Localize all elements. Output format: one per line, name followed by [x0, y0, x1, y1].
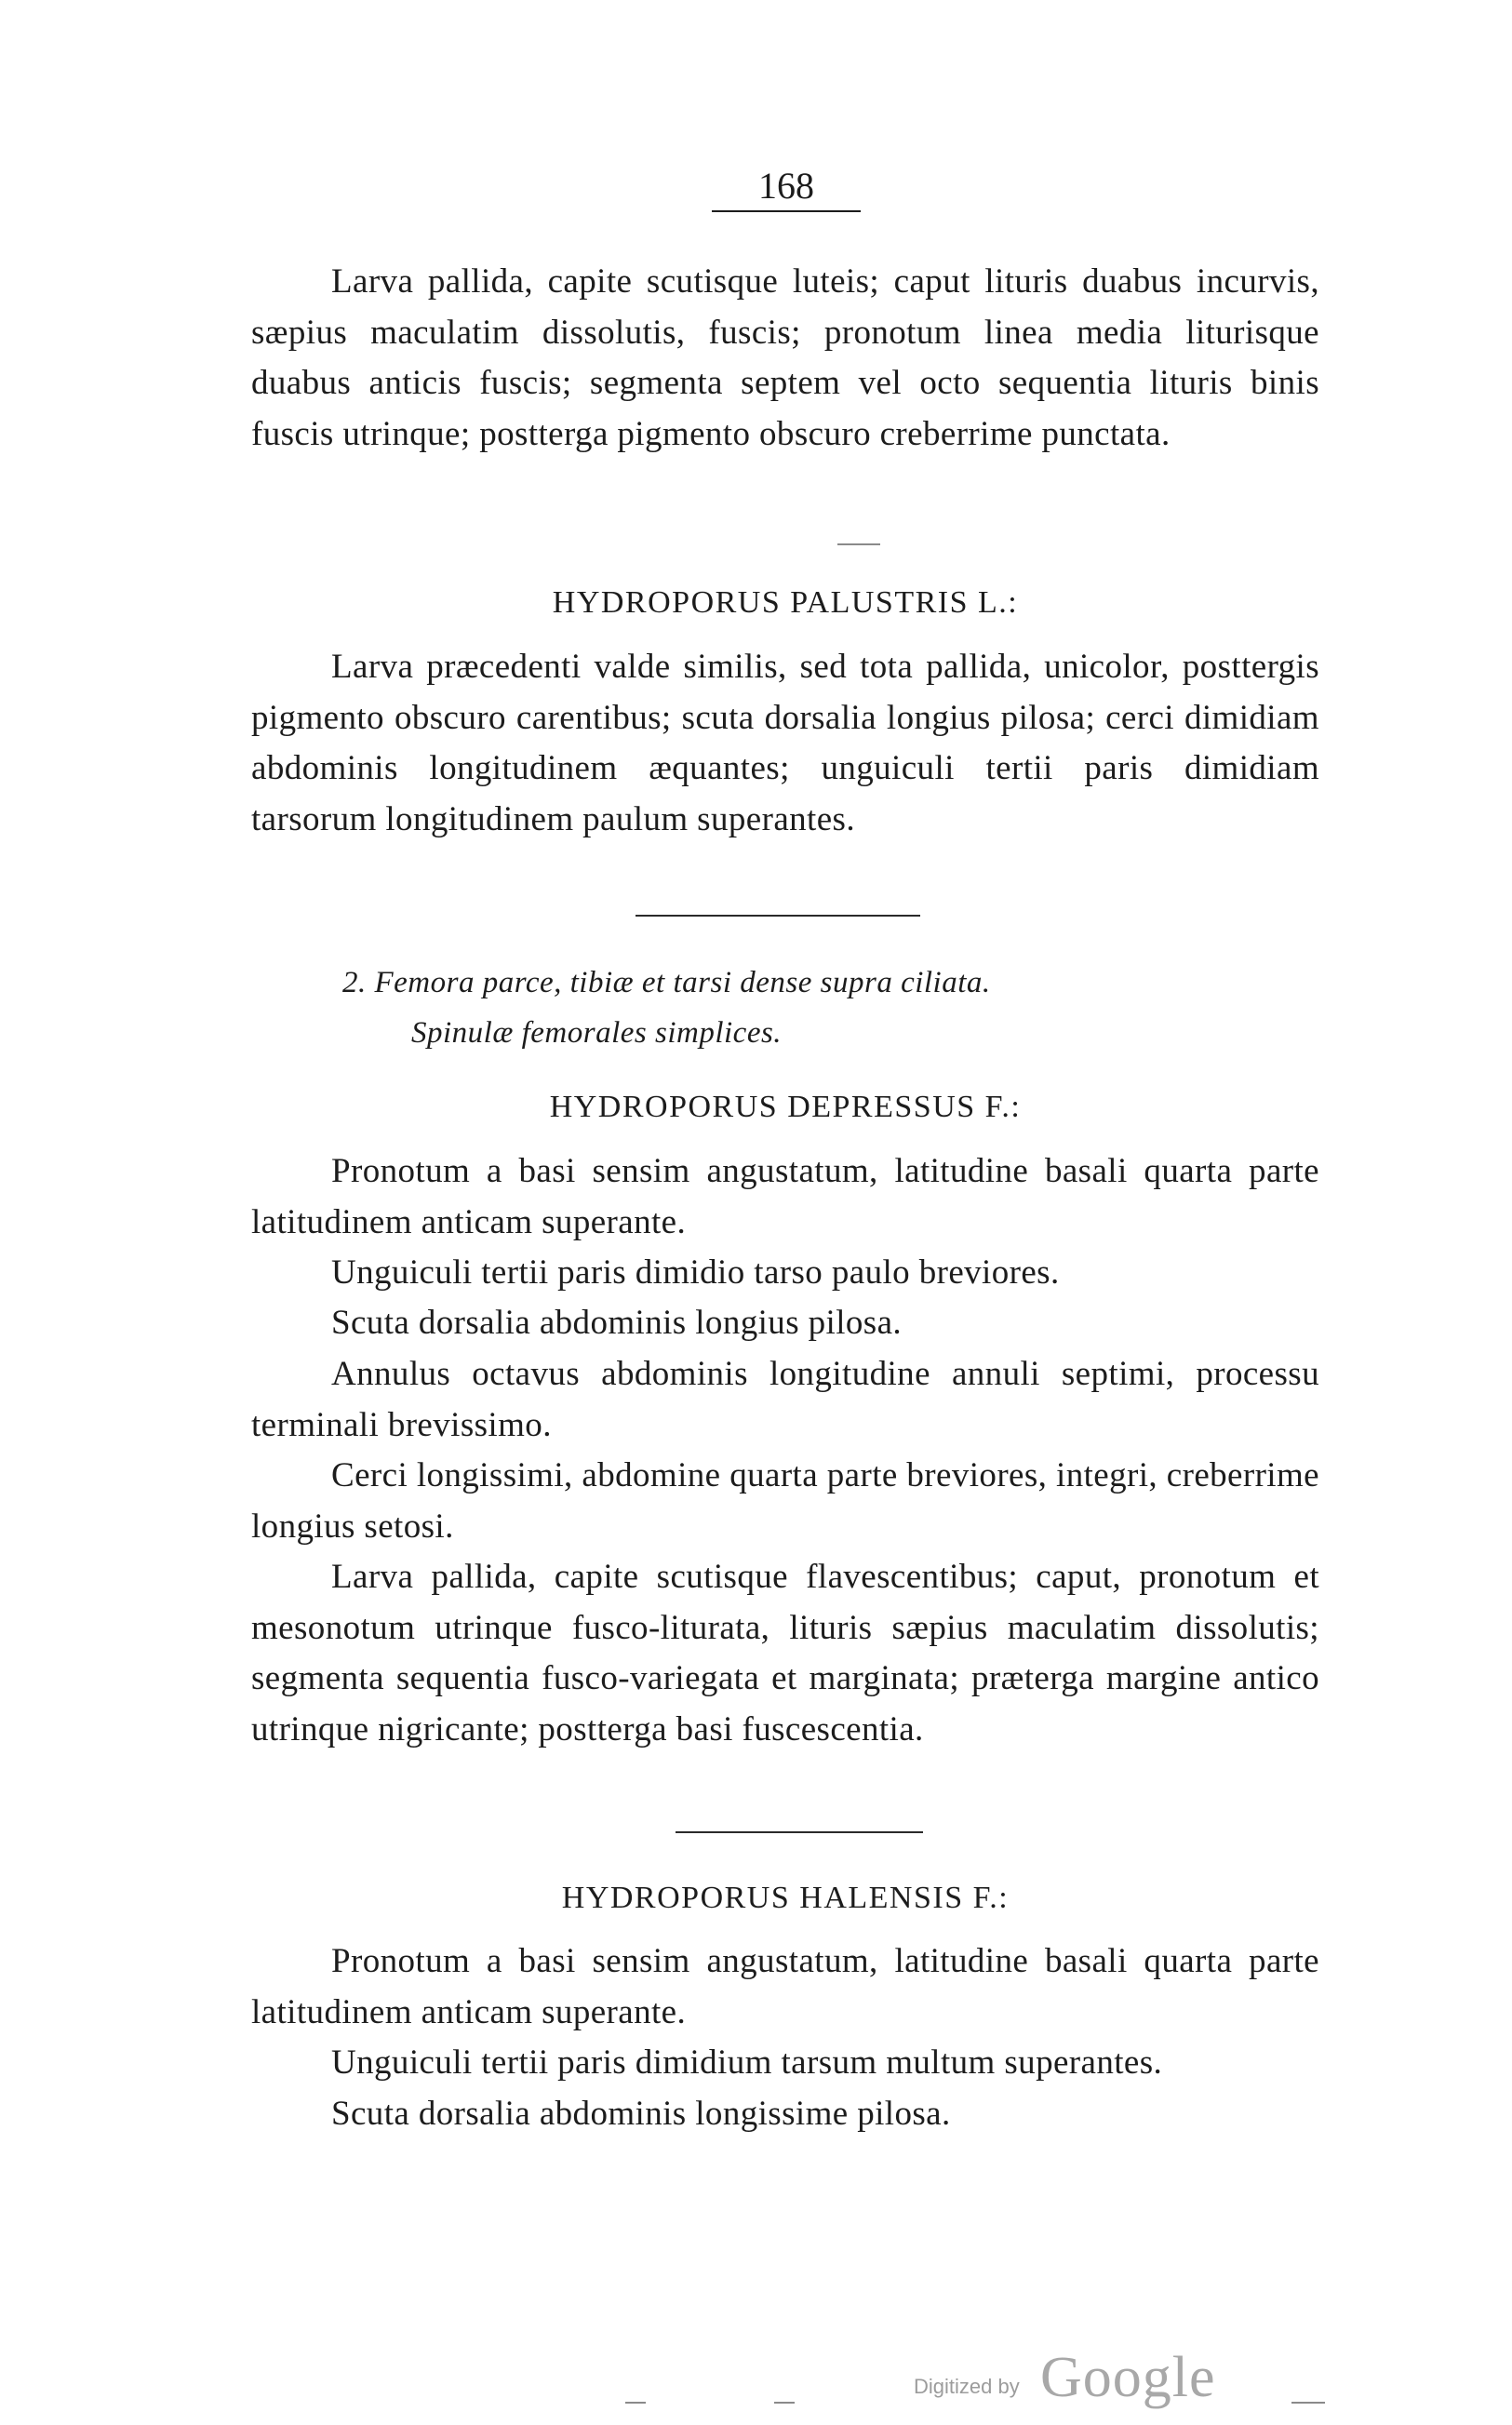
heading-hydroporus-halensis: HYDROPORUS HALENSIS F.: [561, 1881, 1010, 1915]
page-number: 168 [712, 164, 861, 212]
section-2-subtitle: Spinulæ femorales simplices. [411, 1016, 783, 1050]
scan-mark [774, 2402, 795, 2404]
heading-hydroporus-palustris: HYDROPORUS PALUSTRIS L.: [552, 585, 1019, 620]
google-logo: Google [1040, 2346, 1216, 2409]
paragraph-halensis-pronotum: Pronotum a basi sensim angustatum, latitudine basali quarta parte latitudinem anticam superante. [251, 1942, 1319, 2031]
paragraph-palustris: Larva præcedenti valde similis, sed tota pallida, unicolor, posttergis pigmento obscuro carentibus; scuta dorsalia longius pilosa; cerci dimidiam abdominis longitudinem æquantes; unguiculi tertii paris dimidiam tarsorum longitudinem paulum superantes. [251, 648, 1319, 838]
digitized-by-label: Digitized by [914, 2375, 1020, 2398]
scan-mark [1291, 2402, 1325, 2404]
section-divider-2 [676, 1831, 923, 1833]
paragraph-depressus-pronotum: Pronotum a basi sensim angustatum, latitudine basali quarta parte latitudinem anticam superante. [251, 1152, 1319, 1241]
paragraph-depressus-cerci: Cerci longissimi, abdomine quarta parte breviores, integri, creberrime longius setosi. [251, 1456, 1319, 1546]
section-2-title: 2. Femora parce, tibiæ et tarsi dense supra ciliata. [342, 966, 991, 999]
paragraph-larva-description: Larva pallida, capite scutisque luteis; caput lituris duabus incurvis, sæpius maculatim dissolutis, fuscis; pronotum linea media liturisque duabus anticis fuscis; segmenta septem vel octo sequentia lituris binis fuscis utrinque; postterga pigmento obscuro creberrime punctata. [251, 262, 1319, 453]
scan-mark [625, 2402, 646, 2404]
paragraph-depressus-scuta: Scuta dorsalia abdominis longius pilosa. [331, 1304, 903, 1342]
paragraph-depressus-annulus: Annulus octavus abdominis longitudine annuli septimi, processu terminali brevissimo. [251, 1355, 1319, 1444]
heading-hydroporus-depressus: HYDROPORUS DEPRESSUS F.: [549, 1090, 1022, 1124]
section-divider [636, 915, 920, 917]
paragraph-depressus-larva: Larva pallida, capite scutisque flavescentibus; caput, pronotum et mesonotum utrinque fusco-liturata, lituris sæpius maculatim dissolutis; segmenta sequentia fusco-variegata et marginata; præterga margine antico utrinque nigricante; postterga basi fuscescentia. [251, 1558, 1319, 1748]
paragraph-halensis-scuta: Scuta dorsalia abdominis longissime pilosa. [331, 2095, 951, 2133]
paragraph-halensis-unguiculi: Unguiculi tertii paris dimidium tarsum multum superantes. [331, 2043, 1163, 2082]
paragraph-depressus-unguiculi: Unguiculi tertii paris dimidio tarso paulo breviores. [331, 1253, 1060, 1292]
ink-speck [837, 543, 880, 545]
